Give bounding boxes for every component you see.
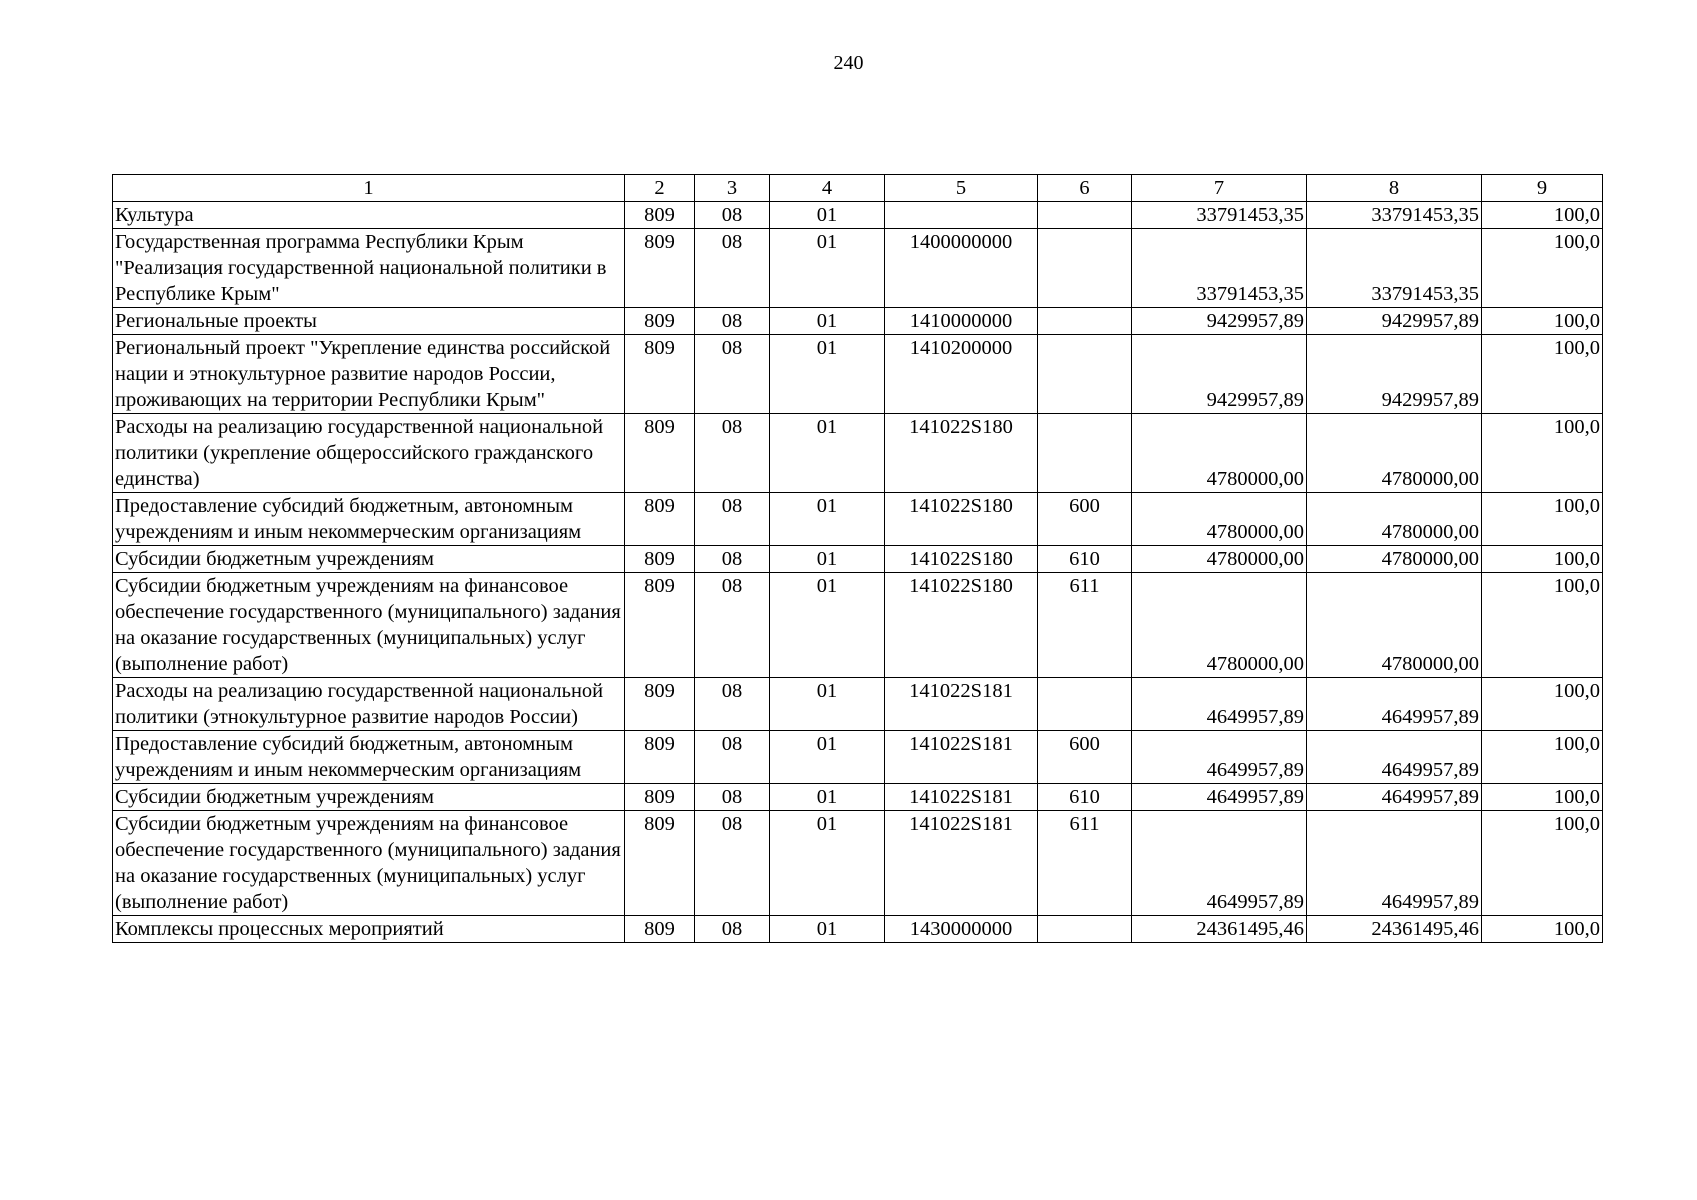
ministry-code-cell: 809 (625, 414, 695, 493)
ministry-code-cell: 809 (625, 308, 695, 335)
ministry-code-cell: 809 (625, 202, 695, 229)
subsection-code-cell: 01 (770, 335, 885, 414)
planned-amount-cell: 9429957,89 (1132, 308, 1307, 335)
execution-percent-cell: 100,0 (1482, 811, 1603, 916)
section-code-cell: 08 (695, 335, 770, 414)
table-row (113, 335, 1603, 414)
table-row (113, 493, 1603, 546)
subsection-code-cell: 01 (770, 202, 885, 229)
executed-amount-cell: 4649957,89 (1307, 784, 1482, 811)
target-article-cell: 141022S180 (885, 414, 1038, 493)
expense-type-cell (1038, 414, 1132, 493)
subsection-code-cell: 01 (770, 678, 885, 731)
planned-amount-cell: 33791453,35 (1132, 229, 1307, 308)
section-code-cell: 08 (695, 784, 770, 811)
table-row (113, 678, 1603, 731)
executed-amount-cell: 4780000,00 (1307, 573, 1482, 678)
column-header: 9 (1482, 175, 1603, 202)
section-code-cell: 08 (695, 414, 770, 493)
ministry-code-cell: 809 (625, 335, 695, 414)
executed-amount-cell: 33791453,35 (1307, 202, 1482, 229)
column-header: 6 (1038, 175, 1132, 202)
target-article-cell: 141022S180 (885, 546, 1038, 573)
budget-table (112, 174, 1603, 943)
expense-type-cell (1038, 335, 1132, 414)
subsection-code-cell: 01 (770, 811, 885, 916)
table-row (113, 784, 1603, 811)
section-code-cell: 08 (695, 229, 770, 308)
expense-name-cell: Субсидии бюджетным учреждениям на финансовое обеспечение государственного (муниципального) задания на оказание государственных (муниципальных) услуг (выполнение работ) (113, 811, 625, 916)
column-header: 4 (770, 175, 885, 202)
execution-percent-cell: 100,0 (1482, 229, 1603, 308)
section-code-cell: 08 (695, 731, 770, 784)
column-header: 3 (695, 175, 770, 202)
table-row (113, 202, 1603, 229)
section-code-cell: 08 (695, 811, 770, 916)
execution-percent-cell: 100,0 (1482, 308, 1603, 335)
expense-type-cell: 610 (1038, 546, 1132, 573)
section-code-cell: 08 (695, 916, 770, 943)
ministry-code-cell: 809 (625, 573, 695, 678)
execution-percent-cell: 100,0 (1482, 493, 1603, 546)
expense-type-cell (1038, 202, 1132, 229)
executed-amount-cell: 4780000,00 (1307, 546, 1482, 573)
target-article-cell: 141022S181 (885, 731, 1038, 784)
target-article-cell: 141022S181 (885, 678, 1038, 731)
column-header: 1 (113, 175, 625, 202)
executed-amount-cell: 4780000,00 (1307, 414, 1482, 493)
subsection-code-cell: 01 (770, 308, 885, 335)
execution-percent-cell: 100,0 (1482, 546, 1603, 573)
expense-type-cell: 610 (1038, 784, 1132, 811)
executed-amount-cell: 24361495,46 (1307, 916, 1482, 943)
target-article-cell: 141022S180 (885, 493, 1038, 546)
execution-percent-cell: 100,0 (1482, 202, 1603, 229)
ministry-code-cell: 809 (625, 784, 695, 811)
expense-type-cell: 611 (1038, 573, 1132, 678)
section-code-cell: 08 (695, 202, 770, 229)
target-article-cell: 141022S181 (885, 811, 1038, 916)
column-header: 8 (1307, 175, 1482, 202)
page-number: 240 (833, 52, 864, 74)
expense-name-cell: Предоставление субсидий бюджетным, автономным учреждениям и иным некоммерческим организациям (113, 493, 625, 546)
execution-percent-cell: 100,0 (1482, 731, 1603, 784)
expense-name-cell: Субсидии бюджетным учреждениям (113, 784, 625, 811)
section-code-cell: 08 (695, 678, 770, 731)
executed-amount-cell: 4649957,89 (1307, 811, 1482, 916)
subsection-code-cell: 01 (770, 546, 885, 573)
expense-name-cell: Субсидии бюджетным учреждениям (113, 546, 625, 573)
ministry-code-cell: 809 (625, 229, 695, 308)
table-row (113, 731, 1603, 784)
target-article-cell: 1410200000 (885, 335, 1038, 414)
target-article-cell (885, 202, 1038, 229)
ministry-code-cell: 809 (625, 546, 695, 573)
execution-percent-cell: 100,0 (1482, 678, 1603, 731)
column-header: 7 (1132, 175, 1307, 202)
executed-amount-cell: 9429957,89 (1307, 308, 1482, 335)
executed-amount-cell: 4649957,89 (1307, 731, 1482, 784)
executed-amount-cell: 4649957,89 (1307, 678, 1482, 731)
subsection-code-cell: 01 (770, 573, 885, 678)
column-header: 5 (885, 175, 1038, 202)
subsection-code-cell: 01 (770, 414, 885, 493)
execution-percent-cell: 100,0 (1482, 573, 1603, 678)
execution-percent-cell: 100,0 (1482, 784, 1603, 811)
subsection-code-cell: 01 (770, 784, 885, 811)
section-code-cell: 08 (695, 308, 770, 335)
expense-type-cell: 600 (1038, 731, 1132, 784)
expense-name-cell: Региональные проекты (113, 308, 625, 335)
section-code-cell: 08 (695, 493, 770, 546)
executed-amount-cell: 9429957,89 (1307, 335, 1482, 414)
expense-name-cell: Региональный проект "Укрепление единства российской нации и этнокультурное развитие народов России, проживающих на территории Республики Крым" (113, 335, 625, 414)
subsection-code-cell: 01 (770, 916, 885, 943)
expense-name-cell: Комплексы процессных мероприятий (113, 916, 625, 943)
ministry-code-cell: 809 (625, 731, 695, 784)
subsection-code-cell: 01 (770, 229, 885, 308)
subsection-code-cell: 01 (770, 493, 885, 546)
table-row (113, 811, 1603, 916)
column-number-header-row (113, 175, 1603, 202)
planned-amount-cell: 24361495,46 (1132, 916, 1307, 943)
expense-name-cell: Культура (113, 202, 625, 229)
table-row (113, 573, 1603, 678)
target-article-cell: 1400000000 (885, 229, 1038, 308)
expense-type-cell (1038, 916, 1132, 943)
target-article-cell: 1430000000 (885, 916, 1038, 943)
expense-name-cell: Субсидии бюджетным учреждениям на финансовое обеспечение государственного (муниципального) задания на оказание государственных (муниципальных) услуг (выполнение работ) (113, 573, 625, 678)
subsection-code-cell: 01 (770, 731, 885, 784)
expense-name-cell: Предоставление субсидий бюджетным, автономным учреждениям и иным некоммерческим организациям (113, 731, 625, 784)
ministry-code-cell: 809 (625, 811, 695, 916)
planned-amount-cell: 4780000,00 (1132, 573, 1307, 678)
planned-amount-cell: 4649957,89 (1132, 678, 1307, 731)
table-body (113, 175, 1603, 943)
executed-amount-cell: 33791453,35 (1307, 229, 1482, 308)
expense-name-cell: Расходы на реализацию государственной национальной политики (укрепление общероссийского гражданского единства) (113, 414, 625, 493)
ministry-code-cell: 809 (625, 916, 695, 943)
execution-percent-cell: 100,0 (1482, 916, 1603, 943)
table-row (113, 916, 1603, 943)
expense-type-cell (1038, 678, 1132, 731)
expense-type-cell: 600 (1038, 493, 1132, 546)
column-header: 2 (625, 175, 695, 202)
target-article-cell: 141022S181 (885, 784, 1038, 811)
planned-amount-cell: 4649957,89 (1132, 811, 1307, 916)
table-row (113, 414, 1603, 493)
execution-percent-cell: 100,0 (1482, 335, 1603, 414)
planned-amount-cell: 4649957,89 (1132, 731, 1307, 784)
expense-name-cell: Государственная программа Республики Крым "Реализация государственной национальной политики в Республике Крым" (113, 229, 625, 308)
planned-amount-cell: 4649957,89 (1132, 784, 1307, 811)
planned-amount-cell: 4780000,00 (1132, 414, 1307, 493)
execution-percent-cell: 100,0 (1482, 414, 1603, 493)
planned-amount-cell: 33791453,35 (1132, 202, 1307, 229)
target-article-cell: 141022S180 (885, 573, 1038, 678)
planned-amount-cell: 4780000,00 (1132, 493, 1307, 546)
expense-type-cell (1038, 308, 1132, 335)
expense-type-cell (1038, 229, 1132, 308)
ministry-code-cell: 809 (625, 678, 695, 731)
expense-name-cell: Расходы на реализацию государственной национальной политики (этнокультурное развитие народов России) (113, 678, 625, 731)
section-code-cell: 08 (695, 546, 770, 573)
section-code-cell: 08 (695, 573, 770, 678)
table-row (113, 308, 1603, 335)
table-row (113, 229, 1603, 308)
ministry-code-cell: 809 (625, 493, 695, 546)
expense-type-cell: 611 (1038, 811, 1132, 916)
executed-amount-cell: 4780000,00 (1307, 493, 1482, 546)
planned-amount-cell: 4780000,00 (1132, 546, 1307, 573)
planned-amount-cell: 9429957,89 (1132, 335, 1307, 414)
table-row (113, 546, 1603, 573)
target-article-cell: 1410000000 (885, 308, 1038, 335)
